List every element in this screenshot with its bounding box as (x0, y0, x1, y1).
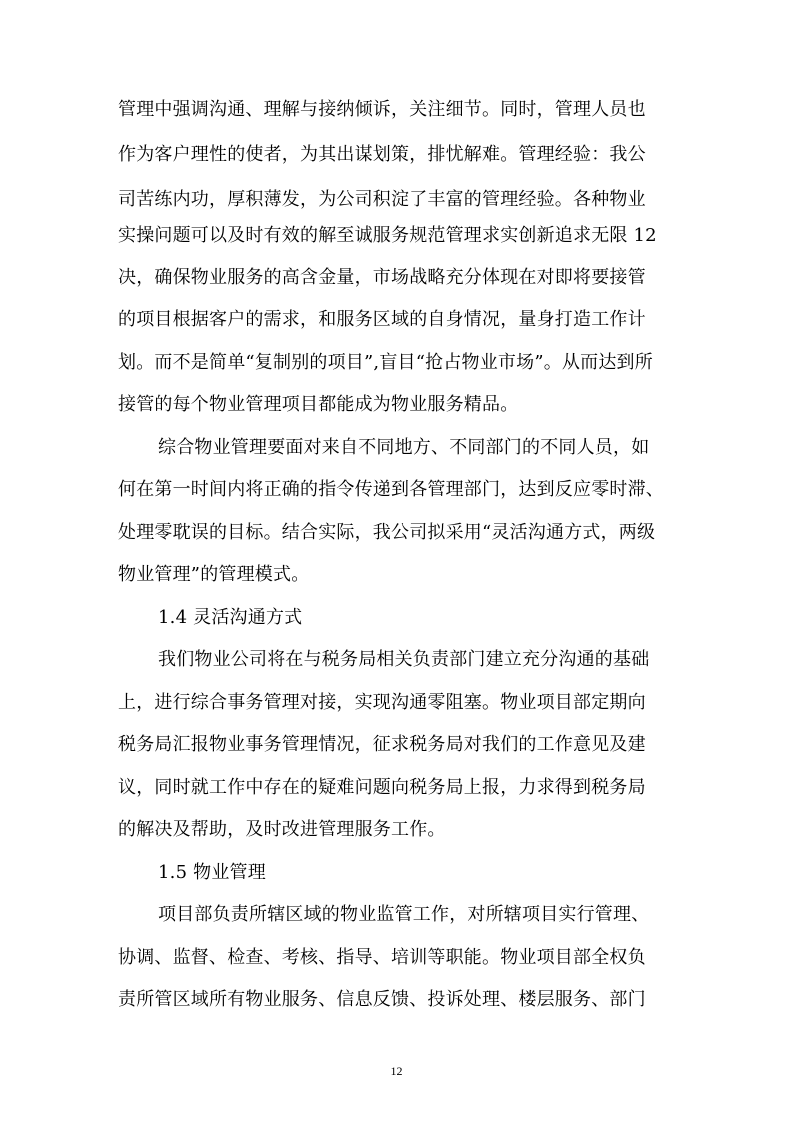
paragraph-start-line: 综合物业管理要面对来自不同地方、不同部门的不同人员，如 (158, 437, 650, 458)
section-heading-1-5: 1.5 物业管理 (158, 862, 266, 883)
body-text-line: 的解决及帮助，及时改进管理服务工作。 (118, 819, 446, 840)
body-text-line: 的项目根据客户的需求，和服务区域的自身情况，量身打造工作计 (118, 309, 646, 330)
body-text-line: 物业管理”的管理模式。 (118, 564, 310, 585)
body-text-line: 作为客户理性的使者，为其出谋划策，排忧解难。管理经验：我公 (118, 144, 646, 165)
body-text-line: 议，同时就工作中存在的疑难问题向税务局上报，力求得到税务局 (118, 777, 646, 798)
body-text-line: 管理中强调沟通、理解与接纳倾诉，关注细节。同时，管理人员也 (118, 99, 646, 120)
body-text-line: 划。而不是简单“复制别的项目”,盲目“抢占物业市场”。从而达到所 (118, 352, 653, 373)
paragraph-start-line: 我们物业公司将在与税务局相关负责部门建立充分沟通的基础 (158, 649, 650, 670)
body-text-line: 司苦练内功，厚积薄发，为公司积淀了丰富的管理经验。各种物业 (118, 189, 646, 210)
body-text-line: 接管的每个物业管理项目都能成为物业服务精品。 (118, 394, 519, 415)
body-text-line: 实操问题可以及时有效的解至诚服务规范管理求实创新追求无限 12 (118, 225, 657, 246)
section-heading-1-4: 1.4 灵活沟通方式 (158, 607, 303, 628)
body-text-line: 决，确保物业服务的高含金量，市场战略充分体现在对即将要接管 (118, 267, 646, 288)
body-text-line: 税务局汇报物业事务管理情况，征求税务局对我们的工作意见及建 (118, 734, 646, 755)
body-text-line: 上，进行综合事务管理对接，实现沟通零阻塞。物业项目部定期向 (118, 692, 646, 713)
body-text-line: 何在第一时间内将正确的指令传递到各管理部门，达到反应零时滞、 (118, 479, 664, 500)
body-text-line: 协调、监督、检查、考核、指导、培训等职能。物业项目部全权负 (118, 947, 646, 968)
paragraph-start-line: 项目部负责所辖区域的物业监管工作，对所辖项目实行管理、 (158, 904, 650, 925)
body-text-line: 处理零耽误的目标。结合实际，我公司拟采用“灵活沟通方式，两级 (118, 522, 656, 543)
page-number: 12 (390, 1064, 403, 1078)
body-text-line: 责所管区域所有物业服务、信息反馈、投诉处理、楼层服务、部门 (118, 989, 646, 1010)
